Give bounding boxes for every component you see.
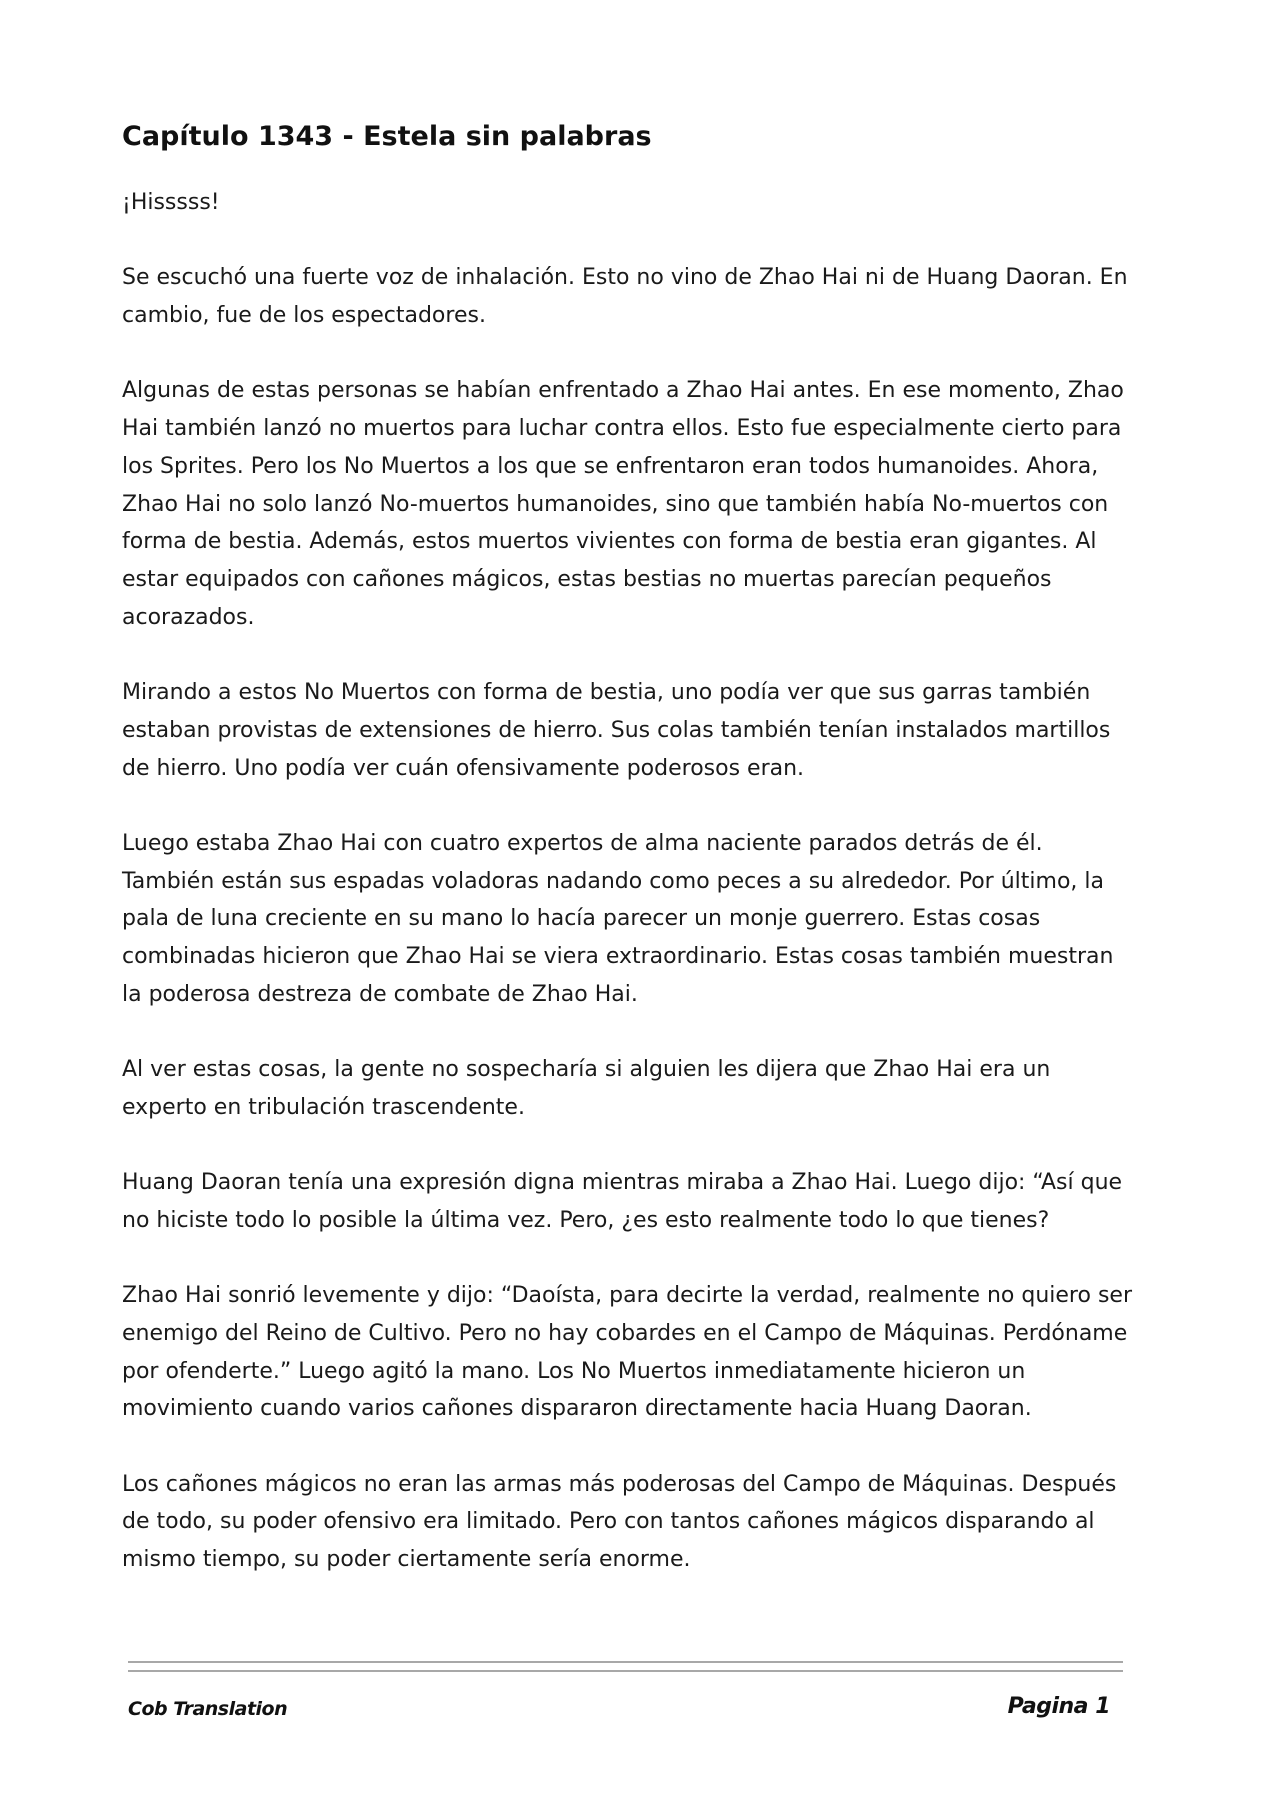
paragraph-4: Mirando a estos No Muertos con forma de bestia, uno podía ver que sus garras también estaban provistas de extensiones de hierro. Sus colas también tenían instalados martillos de hierro. Uno podía ver cuán ofensivamente poderosos eran. bbox=[122, 680, 1111, 781]
paragraph-8: Zhao Hai sonrió levemente y dijo: “Daoísta, para decirte la verdad, realmente no quiero ser enemigo del Reino de Cultivo. Pero no hay cobardes en el Campo de Máquinas. Perdóname por ofenderte.” Luego agitó la mano. Los No Muertos inmediatamente hicieron un movimiento cuando varios cañones dispararon directamente hacia Huang Daoran. bbox=[122, 1283, 1132, 1422]
paragraph-9: Los cañones mágicos no eran las armas más poderosas del Campo de Máquinas. Después de todo, su poder ofensivo era limitado. Pero con tantos cañones mágicos disparando al mismo tiempo, su poder ciertamente sería enorme. bbox=[122, 1471, 1117, 1573]
chapter-title: Capítulo 1343 - Estela sin palabras bbox=[122, 121, 652, 152]
footer-page-number: Pagina 1 bbox=[1007, 1694, 1110, 1719]
paragraph-3: Algunas de estas personas se habían enfrentado a Zhao Hai antes. En ese momento, Zhao Hai también lanzó no muertos para luchar contra ellos. Esto fue especialmente cierto para los Sprites. Pero los No Muertos a los que se enfrentaron eran todos humanoides. Ahora, Zhao Hai no solo lanzó No-muertos humanoides, sino que también había No-muertos con forma de bestia. Además, estos muertos vivientes con forma de bestia eran gigantes. Al estar equipados con cañones mágicos, estas bestias no muertas parecían pequeños acorazados. bbox=[122, 378, 1124, 630]
footer-divider-bottom bbox=[128, 1670, 1123, 1672]
paragraph-7: Huang Daoran tenía una expresión digna mientras miraba a Zhao Hai. Luego dijo: “Así que no hiciste todo lo posible la última vez. Pero, ¿es esto realmente todo lo que tienes? bbox=[122, 1170, 1123, 1233]
document-body bbox=[122, 120, 1132, 1617]
paragraph-5: Luego estaba Zhao Hai con cuatro expertos de alma naciente parados detrás de él. También están sus espadas voladoras nadando como peces a su alrededor. Por último, la pala de luna creciente en su mano lo hacía parecer un monje guerrero. Estas cosas combinadas hicieron que Zhao Hai se viera extraordinario. Estas cosas también muestran la poderosa destreza de combate de Zhao Hai. bbox=[122, 830, 1114, 1007]
paragraph-6: Al ver estas cosas, la gente no sospecharía si alguien les dijera que Zhao Hai era un experto en tribulación trascendente. bbox=[122, 1057, 1051, 1120]
paragraph-1: ¡Hisssss! bbox=[122, 190, 220, 215]
footer-translator-credit: Cob Translation bbox=[128, 1698, 288, 1720]
paragraph-2: Se escuchó una fuerte voz de inhalación. Esto no vino de Zhao Hai ni de Huang Daoran. En cambio, fue de los espectadores. bbox=[122, 265, 1128, 329]
footer-divider-top bbox=[128, 1661, 1123, 1663]
